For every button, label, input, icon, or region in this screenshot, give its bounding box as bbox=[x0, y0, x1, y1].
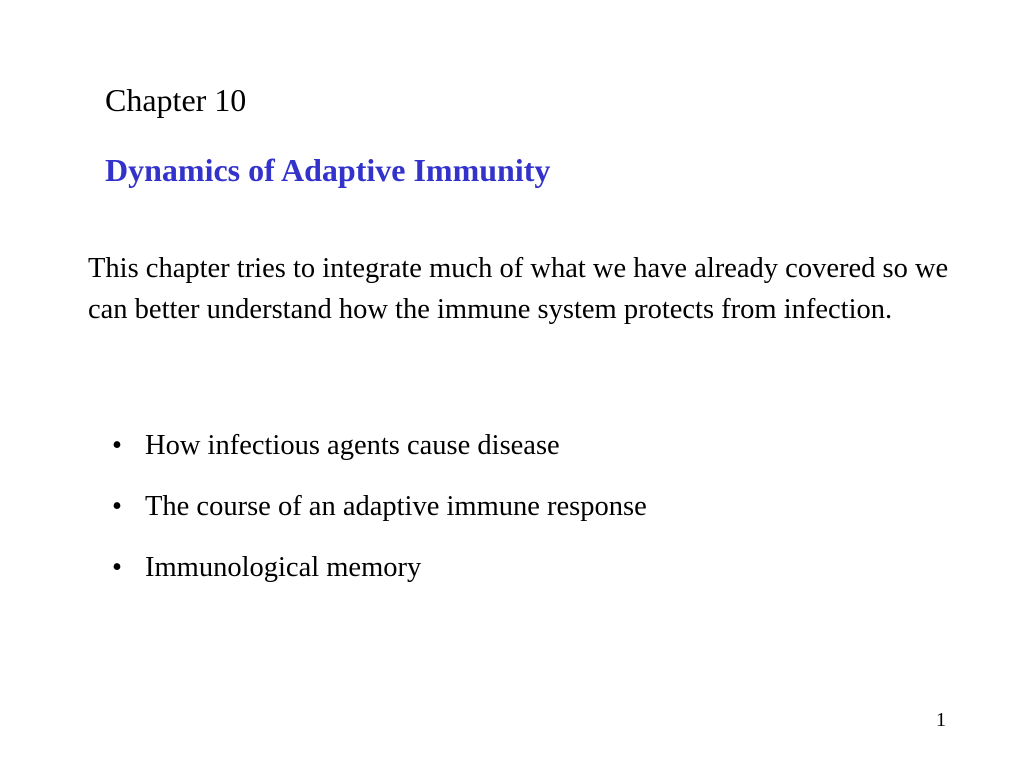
intro-paragraph: This chapter tries to integrate much of what we have already covered so we can better understand how the immune system protects from infection. bbox=[88, 253, 949, 325]
topic-bullet-text: The course of an adaptive immune response bbox=[145, 491, 647, 522]
chapter-label: Chapter 10 bbox=[105, 82, 247, 118]
page-number: 1 bbox=[936, 709, 946, 731]
bullet-icon: • bbox=[112, 430, 122, 461]
topic-bullet-text: How infectious agents cause disease bbox=[145, 430, 560, 461]
bullet-icon: • bbox=[112, 552, 122, 583]
topic-bullet-text: Immunological memory bbox=[145, 552, 422, 583]
bullet-icon: • bbox=[112, 491, 122, 522]
chapter-title: Dynamics of Adaptive Immunity bbox=[105, 152, 551, 188]
